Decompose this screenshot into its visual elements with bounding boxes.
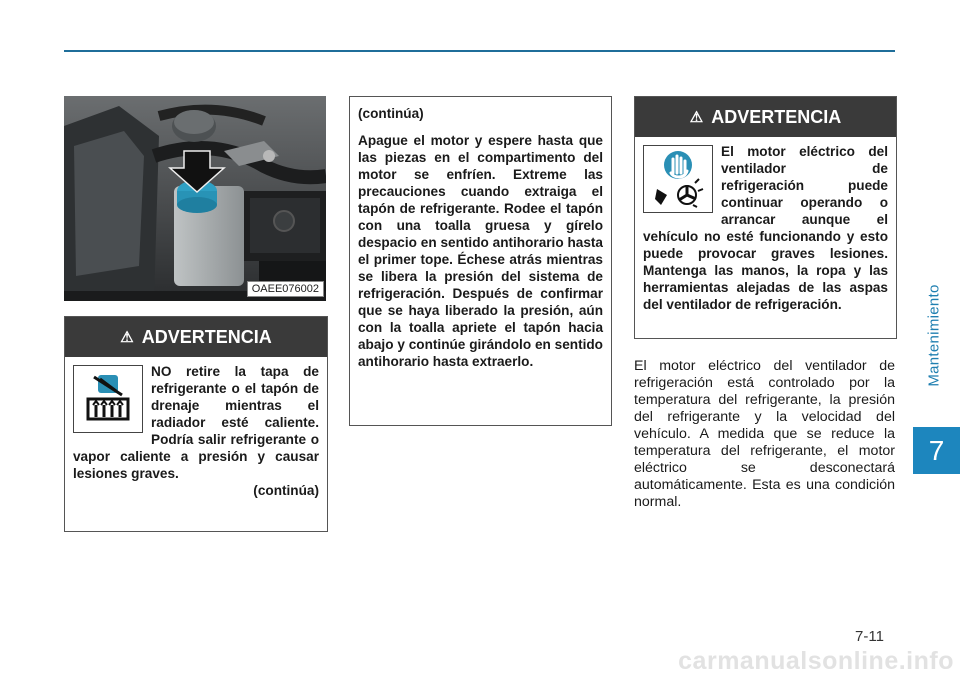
- warning-text: El motor eléctrico del ventilador de refrigeración puede continuar operando o arrancar aunque el vehículo no esté funcionando y esto puede provocar graves lesiones. Mantenga las manos, la ropa y las herramientas alejadas de las aspas del ventilador de refrigeración.: [643, 144, 888, 312]
- warning-title: ADVERTENCIA: [711, 106, 842, 127]
- chapter-tab: 7: [913, 427, 960, 474]
- page-number: 7-11: [855, 628, 884, 645]
- top-rule: [64, 50, 895, 52]
- warning-triangle-icon: ⚠: [689, 109, 704, 126]
- warning-triangle-icon: ⚠: [120, 329, 134, 346]
- warning-text: NO retire la tapa de refrigerante o el tapón de drenaje mientras el radiador esté caliente. Podría salir refrigerante o vapor caliente a presión y causar lesiones graves.: [73, 364, 319, 481]
- photo-code: OAEE076002: [247, 281, 324, 297]
- hand-stop-fan-icon: [643, 145, 713, 213]
- continued-label: (continúa): [358, 106, 424, 121]
- engine-photo: [64, 96, 326, 301]
- warning-box-left: [64, 316, 328, 532]
- hot-radiator-cap-icon: [73, 365, 143, 433]
- continues-label: (continúa): [253, 483, 319, 498]
- body-paragraph: El motor eléctrico del ventilador de refrigeración está controlado por la temperatura del refrigerante, la presión del refrigerante y la velocidad del vehículo. A medida que se reduce la temperatura del refrigerante, el motor eléctrico se desconectará automáticamente. Esta es una condición normal.: [634, 358, 895, 510]
- watermark: carmanualsonline.info: [678, 647, 954, 675]
- warning-text: Apague el motor y espere hasta que las piezas en el compartimento del motor se enfríen. Extreme las precauciones cuando extraiga el tapón de refrigerante. Rodee el tapón con una toalla gruesa y gírelo despacio en sentido antihorario hasta el primer tope. Échese atrás mientras se libera la presión del sistema de refrigeración. Después de confirmar que se haya liberado la presión, aún con la toalla apriete el tapón hacia abajo y continúe girándolo en sentido antihorario hasta extraerlo.: [358, 133, 603, 369]
- section-label: Mantenimiento: [925, 283, 943, 387]
- warning-title: ADVERTENCIA: [141, 326, 272, 347]
- warning-box-middle: [349, 96, 612, 426]
- warning-header: [635, 97, 896, 137]
- engine-compartment-illustration: [64, 96, 326, 301]
- warning-box-right: [634, 96, 897, 339]
- warning-header: [65, 317, 327, 357]
